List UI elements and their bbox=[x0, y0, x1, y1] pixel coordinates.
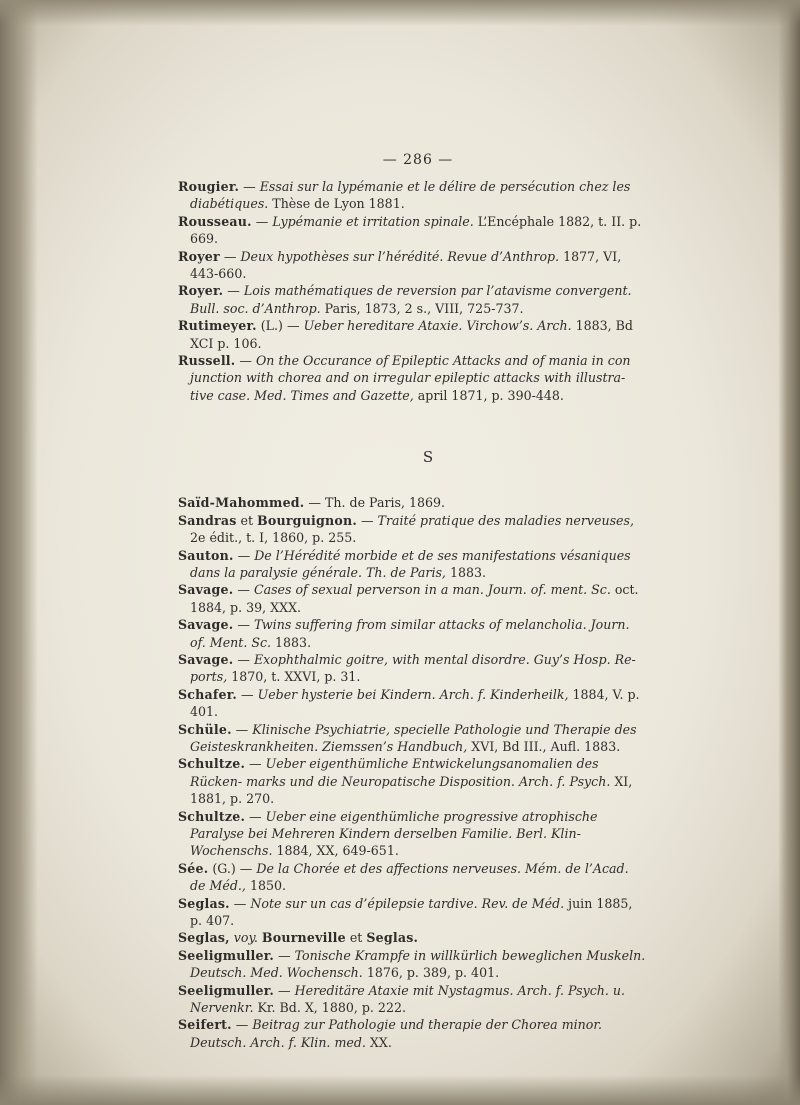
entry-details: 1870, t. XXVI, p. 31. bbox=[227, 669, 361, 685]
entry-separator: — bbox=[356, 512, 378, 528]
entry-title: On the Occurance of Epileptic Attacks and of mania in con junction with chorea and on irregular epileptic attacks with illustra- tive case. Med. Times and Gazette, bbox=[190, 353, 631, 403]
entry-details: 1850. bbox=[245, 878, 286, 894]
entry-title: Note sur un cas d’épilepsie tardive. Rev. de Méd. bbox=[250, 895, 565, 911]
page-edge-shadow-right bbox=[778, 0, 800, 1105]
entry-title: Twins suffering from similar attacks of melancholia. Journ. of. Ment. Sc. bbox=[190, 617, 630, 650]
entry-details: Paris, 1873, 2 s., VIII, 725-737. bbox=[320, 300, 524, 316]
entry-details: L’Encéphale 1882, t. II. p. 669. bbox=[190, 213, 642, 247]
bibliography-entry bbox=[178, 982, 648, 1017]
entry-author: Seglas, bbox=[178, 930, 230, 946]
bibliography-entry bbox=[178, 352, 648, 404]
entry-author: Seifert. bbox=[178, 1017, 232, 1033]
bibliography-entry bbox=[178, 755, 648, 807]
entry-details: oct. 1884, p. 39, XXX. bbox=[190, 582, 639, 615]
entry-title: Beitrag zur Pathologie und therapie der Chorea minor. Deutsch. Arch. f. Klin. med. bbox=[190, 1017, 602, 1050]
section-letter: S bbox=[422, 448, 434, 467]
bibliography-entry bbox=[178, 282, 648, 317]
entries-r bbox=[178, 178, 648, 404]
page-number: — 286 — bbox=[382, 152, 454, 168]
page-edge-shadow-left bbox=[0, 0, 38, 1105]
entry-coauthor: Bourneville bbox=[261, 930, 346, 946]
entry-title: Hereditäre Ataxie mit Nystagmus. Arch. f. Psych. u. Nervenkr. bbox=[190, 982, 625, 1016]
entry-author: Royer. bbox=[178, 283, 224, 299]
bibliography-entry bbox=[178, 616, 648, 651]
entry-author: Schultze. bbox=[178, 756, 246, 772]
entry-separator: — bbox=[229, 895, 251, 911]
entry-details: XVI, Bd III., Aufl. 1883. bbox=[467, 738, 621, 754]
entry-separator: — bbox=[245, 756, 266, 772]
entry-title: Tonische Krampfe in willkürlich beweglichen Muskeln. Deutsch. Med. Wochensch. bbox=[190, 947, 646, 981]
entry-author: Seeligmuller. bbox=[178, 982, 275, 998]
entry-title: Cases of sexual perverson in a man. Journ. of. ment. Sc. bbox=[253, 582, 611, 598]
entry-author: Savage. bbox=[178, 651, 234, 667]
entry-details: XX. bbox=[365, 1034, 392, 1050]
entry-author: Schafer. bbox=[178, 686, 237, 702]
entry-author: Sée. bbox=[178, 860, 209, 876]
entry-separator: — bbox=[223, 283, 244, 299]
entry-details: 2e édit., t. I, 1860, p. 255. bbox=[190, 530, 357, 546]
entry-details: 1884, V. p. 401. bbox=[190, 686, 640, 720]
entry-details: 1883, Bd XCI p. 106. bbox=[190, 318, 633, 351]
entry-author: Savage. bbox=[178, 617, 234, 633]
entry-details: Thèse de Lyon 1881. bbox=[268, 196, 405, 212]
bibliography-entry bbox=[178, 651, 648, 686]
entry-separator: (G.) — bbox=[208, 860, 257, 876]
entry-title: Ueber hereditare Ataxie. Virchow’s. Arch. bbox=[303, 318, 572, 334]
entry-author: Rutimeyer. bbox=[178, 318, 257, 334]
entry-separator: et bbox=[236, 512, 258, 528]
entry-title: Ueber eine eigenthümliche progressive atrophische Paralyse bei Mehreren Kindern derselben Familie. Berl. Klin- Wochenschs. bbox=[190, 808, 598, 859]
entry-title: Lypémanie et irritation spinale. bbox=[272, 213, 474, 229]
bibliography-entry bbox=[178, 494, 648, 511]
entry-separator: — bbox=[233, 617, 254, 633]
entry-separator: — bbox=[251, 213, 273, 229]
entry-author: Rougier. bbox=[178, 179, 240, 194]
entry-details: 1876, p. 389, p. 401. bbox=[362, 965, 500, 981]
entry-author: Schultze. bbox=[178, 808, 246, 824]
entry-details: 1884, XX, 649-651. bbox=[272, 843, 399, 859]
entry-details: Kr. Bd. X, 1880, p. 222. bbox=[253, 1000, 406, 1016]
entry-separator: — bbox=[231, 1017, 253, 1033]
entry-author: Rousseau. bbox=[178, 213, 252, 229]
bibliography-entry bbox=[178, 547, 648, 582]
page-edge-shadow-bottom bbox=[0, 1075, 800, 1105]
page-edge-shadow-top bbox=[0, 0, 800, 26]
entry-details: 1883. bbox=[271, 634, 312, 650]
entry-author: Schüle. bbox=[178, 721, 232, 737]
entry-separator: — bbox=[274, 982, 295, 998]
bibliography-entry bbox=[178, 808, 648, 860]
entry-author: Russell. bbox=[178, 353, 236, 369]
entries-s bbox=[178, 494, 648, 1051]
entry-separator: — bbox=[304, 495, 325, 511]
entry-title: De l’Hérédité morbide et de ses manifestations vésaniques dans la paralysie générale. Th. de Paris, bbox=[190, 547, 631, 580]
bibliography-entry bbox=[178, 860, 648, 895]
entry-details: juin 1885, p. 407. bbox=[190, 895, 633, 929]
entry-details: 1877, VI, 443-660. bbox=[190, 248, 622, 282]
entry-separator: — bbox=[233, 582, 254, 598]
entry-title: Lois mathématiques de reversion par l’atavisme convergent. Bull. soc. d’Anthrop. bbox=[190, 283, 632, 316]
entry-title: Deux hypothèses sur l’hérédité. Revue d’Anthrop. bbox=[240, 248, 560, 264]
bibliography-entry bbox=[178, 512, 648, 547]
bibliography-entry bbox=[178, 1016, 648, 1051]
entry-separator: — bbox=[233, 651, 254, 667]
entry-title: De la Chorée et des affections nerveuses. Mém. de l’Acad. de Méd., bbox=[190, 860, 629, 894]
entry-title: voy. bbox=[233, 930, 258, 946]
entry-author: Savage. bbox=[178, 582, 234, 598]
bibliography-entry bbox=[178, 317, 648, 352]
entry-separator: — bbox=[245, 808, 266, 824]
entry-title: Exophthalmic goitre, with mental disordre. Guy’s Hosp. Re- ports, bbox=[190, 651, 636, 685]
bibliography-entry bbox=[178, 929, 648, 946]
bibliography-entry bbox=[178, 895, 648, 930]
entry-coauthor: Bourguignon. bbox=[257, 512, 357, 528]
bibliography-page bbox=[178, 152, 648, 1051]
entry-separator: — bbox=[235, 353, 256, 369]
entry-coauthor: Seglas. bbox=[366, 930, 419, 946]
entry-separator: et bbox=[345, 930, 367, 946]
entry-title: Traité pratique des maladies nerveuses, bbox=[377, 512, 634, 528]
entry-separator: — bbox=[236, 686, 258, 702]
entry-author: Sandras bbox=[178, 512, 237, 528]
entry-title: Ueber eigenthümliche Entwickelungsanomalien des Rücken- marks und die Neuropatische Disposition. Arch. f. Psych. bbox=[190, 756, 611, 789]
entry-title: Klinische Psychiatrie, specielle Pathologie und Therapie des Geisteskrankheiten. Ziemssen’s Handbuch, bbox=[190, 721, 637, 754]
entry-details: april 1871, p. 390-448. bbox=[413, 387, 564, 403]
entry-author: Sauton. bbox=[178, 547, 234, 563]
entry-separator: — bbox=[239, 179, 260, 194]
entry-details: Th. de Paris, 1869. bbox=[325, 495, 446, 511]
bibliography-entry bbox=[178, 686, 648, 721]
entry-separator: — bbox=[231, 721, 253, 737]
bibliography-entry bbox=[178, 248, 648, 283]
entry-details: XI, 1881, p. 270. bbox=[190, 773, 633, 807]
bibliography-entry bbox=[178, 178, 648, 213]
entry-details: 1883. bbox=[445, 564, 486, 580]
entry-title: Ueber hysterie bei Kindern. Arch. f. Kinderheilk, bbox=[257, 686, 569, 702]
entry-separator: — bbox=[219, 248, 241, 264]
entry-author: Saïd-Mahommed. bbox=[178, 495, 305, 511]
bibliography-entry bbox=[178, 721, 648, 756]
bibliography-entry bbox=[178, 213, 648, 248]
entry-author: Seeligmuller. bbox=[178, 947, 275, 963]
entry-separator: — bbox=[233, 547, 255, 563]
bibliography-entry bbox=[178, 947, 648, 982]
entry-title: Essai sur la lypémanie et le délire de persécution chez les diabétiques. bbox=[190, 179, 631, 212]
bibliography-entry bbox=[178, 581, 648, 616]
entry-author: Royer bbox=[178, 248, 220, 264]
entry-separator: — bbox=[274, 947, 295, 963]
entry-author: Seglas. bbox=[178, 895, 230, 911]
entry-separator: (L.) — bbox=[256, 318, 304, 334]
